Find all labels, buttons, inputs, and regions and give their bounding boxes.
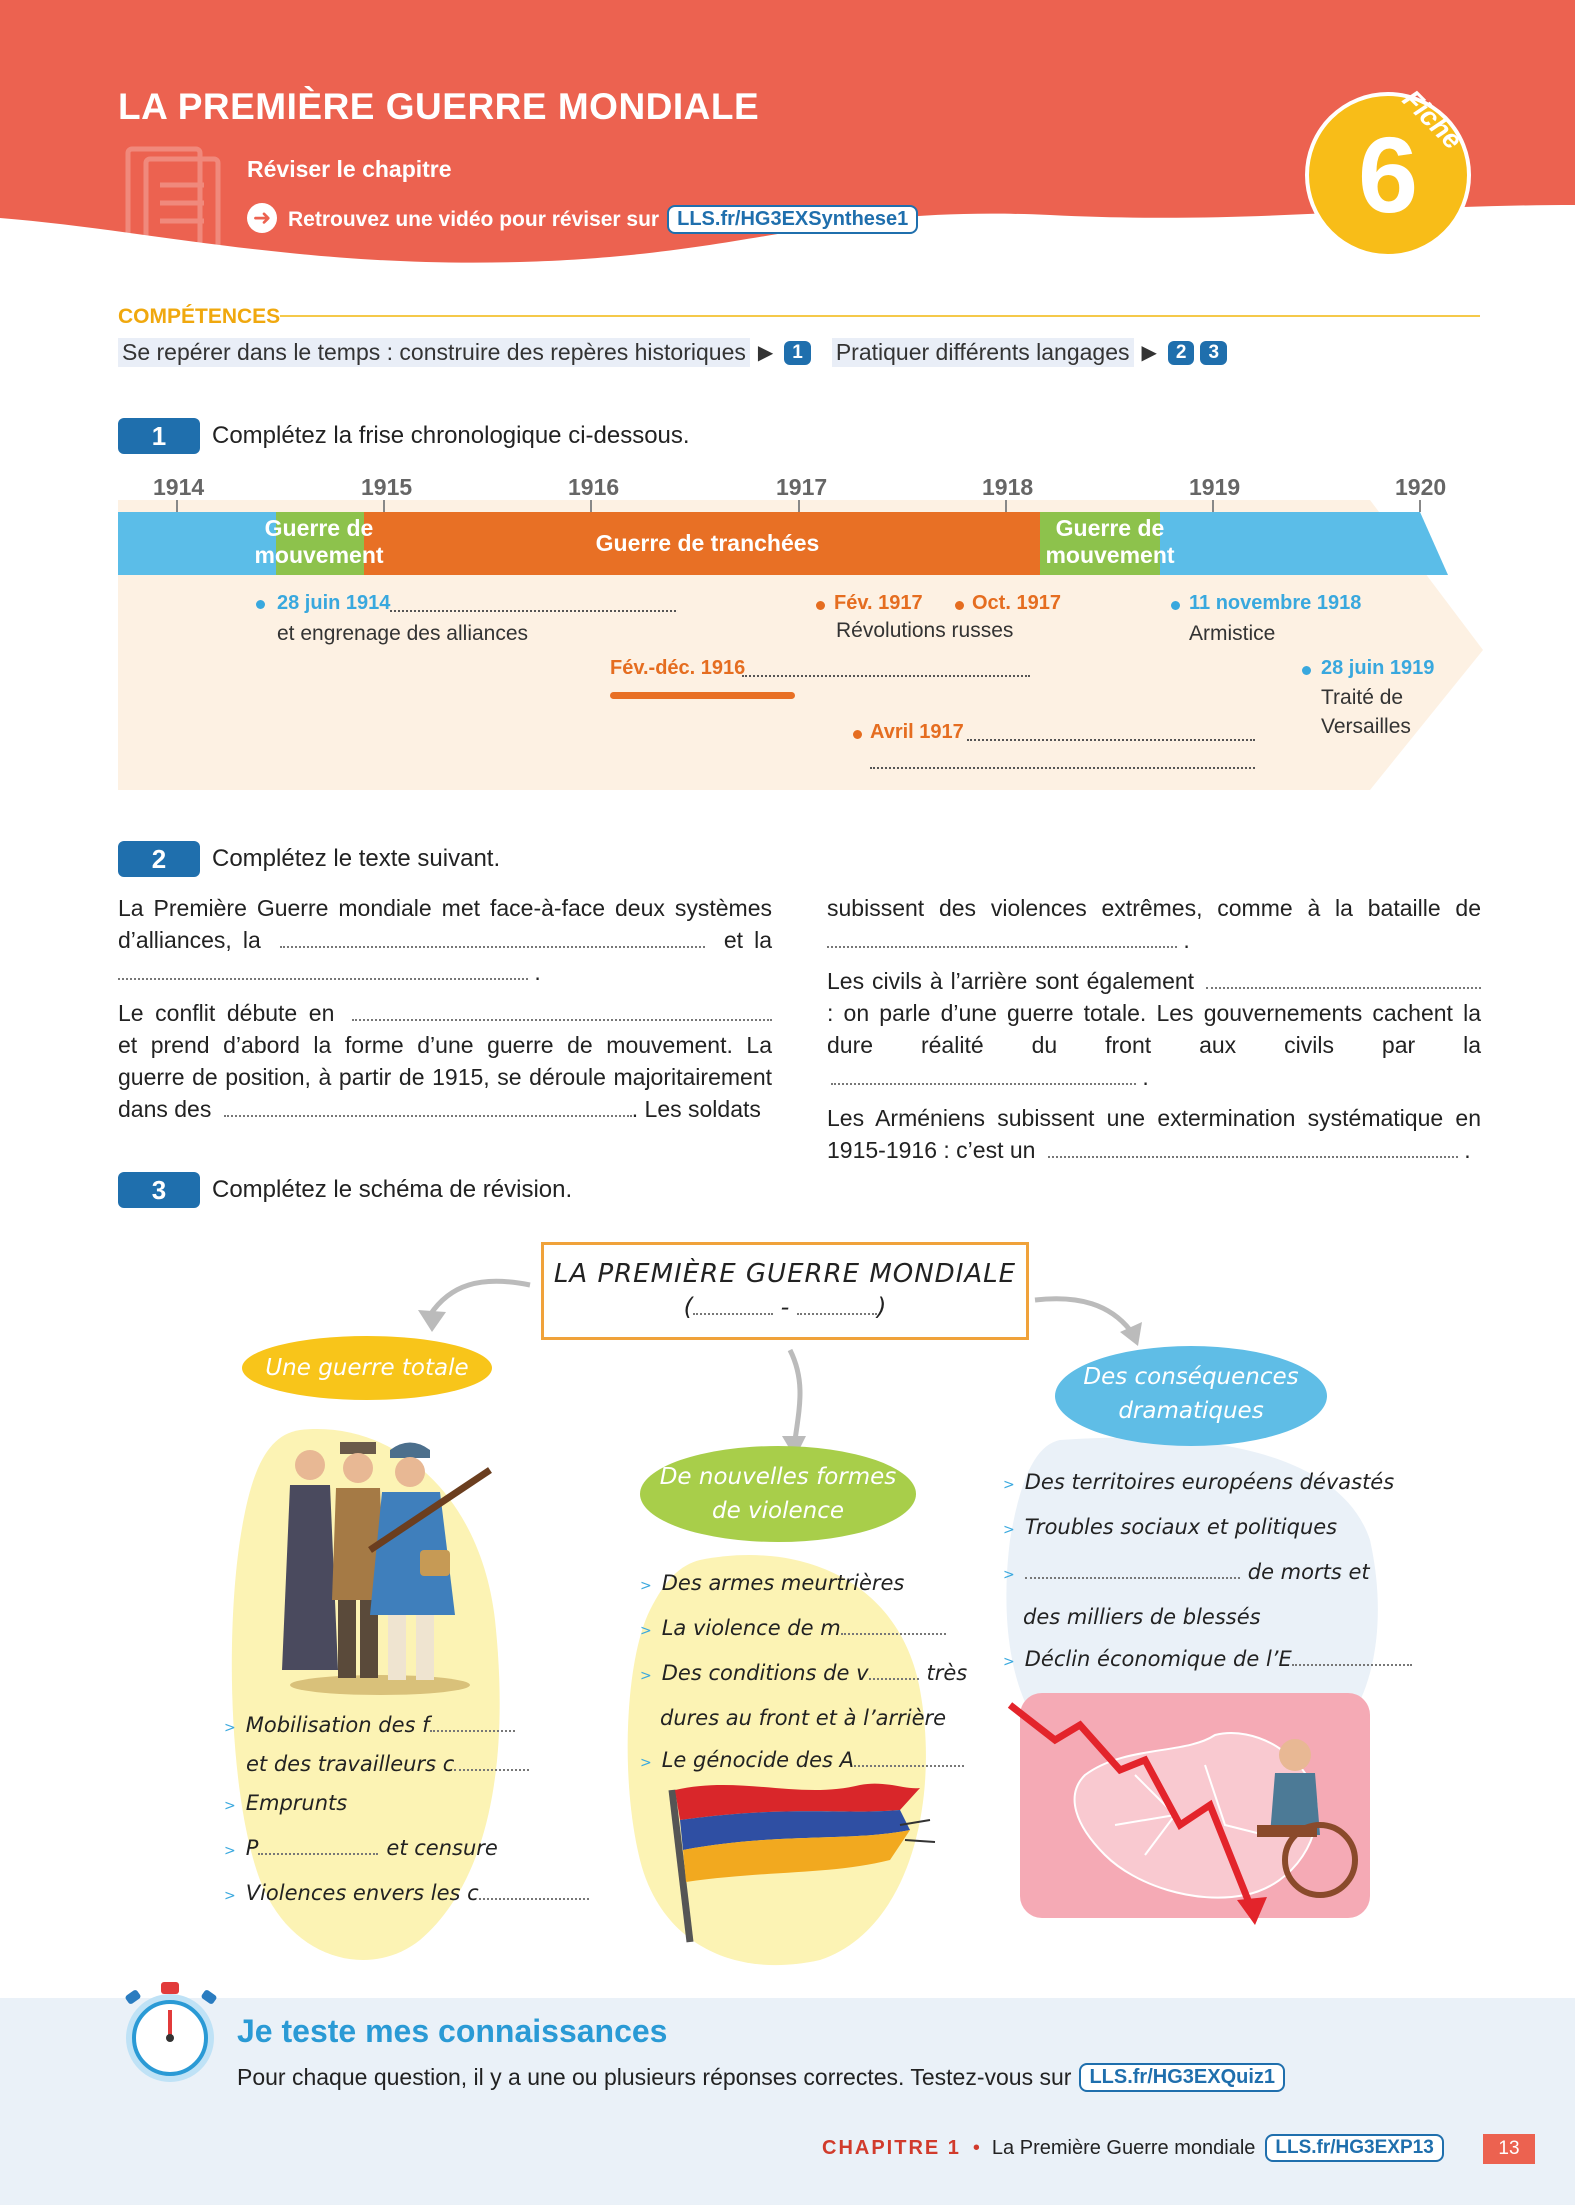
answer-blank[interactable]: [1292, 1644, 1412, 1666]
answer-blank[interactable]: [280, 926, 705, 948]
answer-blank[interactable]: [1025, 1557, 1240, 1579]
text-segment: et la: [723, 927, 773, 953]
competences-divider: [280, 315, 1480, 317]
list-item: > Le génocide des A: [640, 1739, 967, 1784]
quiz-text: Pour chaque question, il y a une ou plusieurs réponses correctes. Testez-vous sur: [237, 2064, 1072, 2090]
fiche-label: Fiche: [1396, 84, 1468, 156]
exercise-1-number: 1: [118, 418, 200, 454]
list-item: > Mobilisation des f: [224, 1707, 589, 1746]
bubble-text: de violence: [711, 1498, 845, 1524]
event-dot: [955, 601, 964, 610]
competence-badge: 2: [1168, 341, 1195, 365]
chevron-right-icon: >: [224, 1888, 236, 1904]
left-list: [224, 1707, 589, 1917]
quiz-link[interactable]: LLS.fr/HG3EXQuiz1: [1079, 2063, 1285, 2092]
answer-blank[interactable]: [797, 1293, 877, 1315]
period-movement-2: Guerre de mouvement: [1045, 515, 1175, 568]
list-item: dures au front et à l’arrière: [660, 1706, 947, 1730]
list-item: > Des armes meurtrières: [640, 1571, 905, 1595]
bubble-text: De nouvelles formes: [659, 1464, 897, 1490]
year-label: 1915: [361, 474, 413, 500]
bubble-guerre-totale: Une guerre totale: [242, 1336, 492, 1400]
competence-badge: 3: [1200, 341, 1227, 365]
play-icon: ▶: [1141, 342, 1157, 364]
event-text: Traité de: [1321, 686, 1404, 709]
dash: -: [780, 1293, 790, 1321]
chevron-right-icon: >: [640, 1578, 652, 1594]
list-item: des milliers de blessés: [1023, 1605, 1261, 1629]
answer-blank[interactable]: [1048, 1136, 1458, 1158]
answer-blank[interactable]: [870, 749, 1255, 769]
competence-item-2: Pratiquer différents langages: [832, 338, 1134, 367]
answer-blank[interactable]: [1206, 967, 1481, 989]
document-icon: [120, 145, 232, 257]
answer-blank[interactable]: [479, 1878, 589, 1900]
answer-blank[interactable]: [841, 1613, 946, 1635]
answer-blank[interactable]: [352, 999, 772, 1021]
answer-blank[interactable]: [118, 958, 528, 980]
event-date: 11 novembre 1918: [1189, 592, 1362, 614]
text-segment: subissent des violences extrêmes, comme à la bataille de: [827, 895, 1481, 921]
bubble-nouvelles-formes: [640, 1446, 916, 1542]
list-item: > P et censure: [224, 1827, 589, 1872]
event-dot: [1302, 666, 1311, 675]
competence-badge: 1: [784, 341, 811, 365]
text-segment: La Première Guerre mondiale met face-à-face deux systèmes d’alliances, la: [118, 895, 772, 953]
video-line: [288, 205, 918, 234]
exercise-3-instruction: Complétez le schéma de révision.: [212, 1176, 573, 1203]
competences-row: [118, 338, 1230, 367]
list-item: > de morts et: [1003, 1551, 1412, 1596]
event-text: Armistice: [1189, 622, 1276, 645]
chevron-right-icon: >: [224, 1720, 236, 1736]
bracket: ): [876, 1293, 887, 1321]
center-list: [640, 1562, 967, 1784]
text-column-right: subissent des violences extrêmes, comme à la bataille de . Les civils à l’arrière sont également : on parle d’une guerre totale. Les gouvernements cachent la dure réalité du front aux civils par la . Les Arméniens subissent une extermination systématique en 1915-1916 : c’est un .: [827, 895, 1482, 1163]
map-illustration: [1005, 1685, 1375, 1935]
chevron-right-icon: >: [640, 1755, 652, 1771]
soldiers-illustration: [260, 1430, 500, 1700]
event-dot: [256, 600, 265, 609]
answer-blank[interactable]: [967, 721, 1255, 741]
quiz-title: Je teste mes connaissances: [237, 2013, 668, 2049]
scheme-main-title: LA PREMIÈRE GUERRE MONDIALE: [553, 1259, 1017, 1289]
page-number: 13: [1483, 2134, 1535, 2164]
flag-illustration: [660, 1770, 940, 1945]
chevron-right-icon: >: [1003, 1567, 1015, 1583]
answer-blank[interactable]: [854, 1745, 964, 1767]
chevron-right-icon: >: [224, 1798, 236, 1814]
list-item: > Déclin économique de l’E: [1003, 1638, 1412, 1683]
event-date: Fév. 1917: [834, 592, 923, 614]
event-dot: [1171, 601, 1180, 610]
event-dot: [853, 730, 862, 739]
year-label: 1920: [1395, 474, 1447, 500]
footer-chapter-title: La Première Guerre mondiale: [991, 2136, 1256, 2159]
chevron-right-icon: >: [1003, 1477, 1015, 1493]
list-item: et des travailleurs c: [224, 1746, 589, 1782]
stopwatch-icon: [118, 1980, 223, 2085]
exercise-3-number: 3: [118, 1172, 200, 1208]
arrow-right-icon: ➜: [247, 203, 277, 233]
period-trenches: Guerre de tranchées: [595, 530, 820, 556]
answer-blank[interactable]: [224, 1095, 632, 1117]
exercise-2-instruction: Complétez le texte suivant.: [212, 845, 501, 872]
answer-blank[interactable]: [742, 657, 1030, 677]
event-date: Oct. 1917: [972, 592, 1061, 614]
period-bar: [610, 692, 795, 699]
list-item: > Emprunts: [224, 1791, 348, 1815]
event-text: Versailles: [1321, 715, 1411, 738]
text-segment: Le conflit débute en: [118, 1000, 335, 1026]
quiz-text-line: [237, 2063, 1285, 2092]
year-label: 1916: [568, 474, 620, 500]
video-text: Retrouvez une vidéo pour réviser sur: [288, 207, 660, 231]
chevron-right-icon: >: [640, 1668, 652, 1684]
chevron-right-icon: >: [224, 1843, 236, 1859]
period-movement-1: Guerre de mouvement: [254, 515, 384, 568]
answer-blank[interactable]: [258, 1833, 378, 1855]
page-footer: [822, 2134, 1444, 2162]
event-date: Fév.-déc. 1916: [610, 657, 746, 679]
footer-bullet: •: [972, 2136, 980, 2159]
footer-chapter: CHAPITRE 1: [822, 2136, 961, 2159]
exercise-2-number: 2: [118, 841, 200, 877]
bracket: (: [683, 1293, 694, 1321]
chevron-right-icon: >: [1003, 1654, 1015, 1670]
answer-blank[interactable]: [869, 1658, 919, 1680]
text-segment: Les Arméniens subissent une extermination systématique en 1915-1916 : c’est un: [827, 1105, 1481, 1163]
fiche-number: 6: [1357, 114, 1419, 235]
chevron-right-icon: >: [1003, 1522, 1015, 1538]
list-item: > Troubles sociaux et politiques: [1003, 1515, 1338, 1539]
year-label: 1914: [153, 474, 205, 500]
answer-blank[interactable]: [693, 1293, 773, 1315]
event-date: 28 juin 1914: [277, 592, 391, 614]
year-label: 1919: [1189, 474, 1241, 500]
bubble-text: dramatiques: [1118, 1398, 1264, 1424]
text-segment: on parle d’une guerre totale. Les gouvernements cachent la dure réalité du front aux civils par la: [827, 1000, 1482, 1058]
scheme-main-box: [541, 1242, 1029, 1340]
event-text: Révolutions russes: [836, 619, 1014, 642]
event-text: et engrenage des alliances: [277, 622, 529, 645]
event-date: Avril 1917: [870, 721, 964, 743]
bubble-text: Des conséquences: [1083, 1364, 1299, 1390]
year-label: 1918: [982, 474, 1034, 500]
text-column-left: La Première Guerre mondiale met face-à-face deux systèmes d’alliances, la et la . Le conflit débute en et prend d’abord la forme d’une guerre de mouvement. La guerre de position, à partir de 1915, se déroule majoritairement dans des . Les soldats: [118, 895, 773, 1122]
competences-title: COMPÉTENCES: [118, 305, 281, 328]
list-item: > La violence de m: [640, 1607, 967, 1652]
answer-blank[interactable]: [831, 1063, 1136, 1085]
play-icon: ▶: [757, 342, 774, 364]
video-link[interactable]: LLS.fr/HG3EXSynthese1: [667, 205, 918, 234]
answer-blank[interactable]: [430, 1710, 515, 1732]
event-date: 28 juin 1919: [1321, 657, 1435, 679]
answer-blank[interactable]: [827, 926, 1177, 948]
list-item: > Des conditions de v très: [640, 1652, 967, 1697]
answer-blank[interactable]: [390, 592, 676, 612]
text-segment: Les civils à l’arrière sont également: [827, 968, 1195, 994]
page-subtitle: Réviser le chapitre: [247, 156, 452, 182]
competence-item-1: Se repérer dans le temps : construire des repères historiques: [118, 338, 750, 367]
list-item: > Violences envers les c: [224, 1872, 589, 1917]
answer-blank[interactable]: [454, 1749, 529, 1771]
text-segment: et prend d’abord la forme d’une guerre de mouvement. La guerre de position, à partir de 1915, se déroule majoritairement dans des: [118, 1032, 772, 1122]
text-segment: . Les soldats: [631, 1096, 761, 1122]
event-dot: [816, 601, 825, 610]
chevron-right-icon: >: [640, 1623, 652, 1639]
footer-link[interactable]: LLS.fr/HG3EXP13: [1265, 2134, 1443, 2162]
year-label: 1917: [776, 474, 828, 500]
exercise-1-instruction: Complétez la frise chronologique ci-dessous.: [212, 422, 690, 449]
page-title: LA PREMIÈRE GUERRE MONDIALE: [118, 86, 760, 127]
list-item: > Des territoires européens dévastés: [1003, 1470, 1395, 1494]
bubble-consequences: [1055, 1346, 1327, 1446]
right-list: [1003, 1461, 1412, 1683]
